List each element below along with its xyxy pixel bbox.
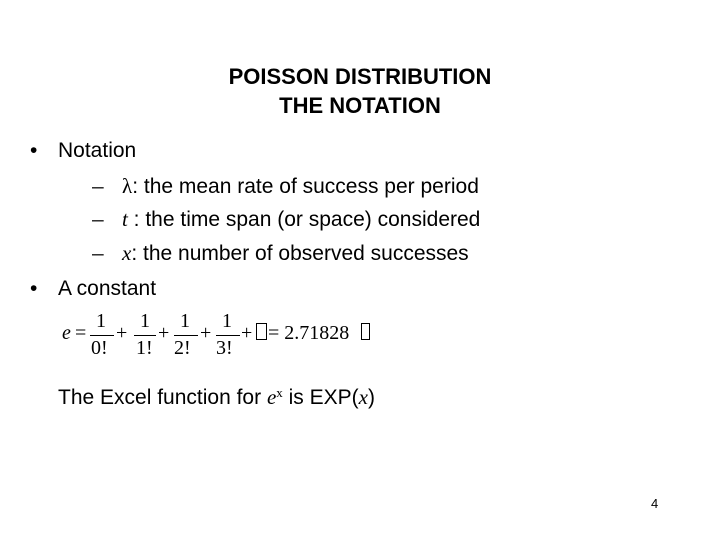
bullet-constant (30, 276, 156, 302)
symbol-t: t (122, 207, 128, 231)
symbol-x: x (122, 241, 132, 265)
formula-plus: + (158, 322, 170, 344)
formula-numerator: 1 (180, 310, 190, 332)
dash-icon: – (92, 208, 104, 231)
e-series-formula (62, 310, 382, 362)
excel-text-after: ) (367, 386, 375, 409)
fraction-bar (90, 335, 114, 336)
formula-plus: + (200, 322, 212, 344)
bullet-label: A constant (58, 277, 157, 300)
page-number: 4 (651, 496, 659, 511)
formula-numerator: 1 (96, 310, 106, 332)
formula-denominator: 3! (216, 337, 233, 359)
symbol-lambda: λ (122, 174, 133, 198)
formula-value: = 2.71828 (268, 322, 350, 344)
title-line-1: POISSON DISTRIBUTION (228, 64, 492, 89)
excel-note (58, 380, 375, 411)
excel-arg: x (358, 385, 368, 409)
excel-base: e (266, 385, 277, 409)
title-line-2: THE NOTATION (279, 93, 441, 118)
formula-denominator: 2! (174, 337, 191, 359)
fraction-bar (216, 335, 240, 336)
bullet-label: Notation (58, 139, 137, 162)
excel-text-before: The Excel function for (58, 386, 267, 409)
notation-item-lambda (92, 173, 479, 200)
notation-item-x (92, 240, 469, 267)
formula-eq: = (75, 322, 87, 344)
formula-denominator: 1! (136, 337, 153, 359)
notation-text: : the number of observed successes (131, 242, 469, 265)
formula-numerator: 1 (140, 310, 150, 332)
notation-text: : the mean rate of success per period (132, 175, 479, 198)
notation-item-t (92, 206, 480, 233)
formula-plus: + (241, 322, 253, 344)
formula-plus: + (116, 322, 128, 344)
ellipsis-box-icon (361, 323, 370, 340)
formula-denominator: 0! (91, 337, 108, 359)
bullet-dot-icon: • (30, 139, 38, 162)
fraction-bar (174, 335, 198, 336)
slide-title (0, 62, 720, 120)
bullet-dot-icon: • (30, 277, 38, 300)
notation-text: : the time span (or space) considered (127, 208, 481, 231)
ellipsis-box-icon (256, 323, 267, 340)
bullet-notation (30, 138, 136, 164)
dash-icon: – (92, 175, 104, 198)
fraction-bar (134, 335, 156, 336)
formula-e: e (62, 322, 71, 344)
dash-icon: – (92, 242, 104, 265)
excel-text-mid: is EXP( (282, 386, 359, 409)
formula-numerator: 1 (222, 310, 232, 332)
excel-exponent: x (276, 385, 283, 400)
